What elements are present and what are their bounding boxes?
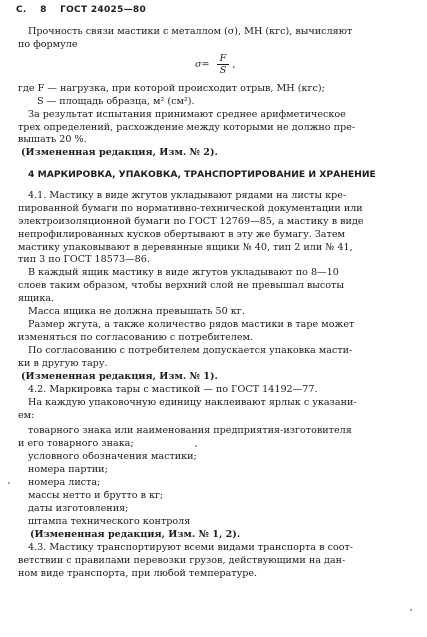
- text-line: по формуле: [18, 39, 78, 50]
- scan-speck: [410, 609, 412, 611]
- text-line: электроизоляционной бумаги по ГОСТ 12769—85, а мастику в виде: [18, 216, 364, 227]
- text-line: За результат испытания принимают среднее арифметическое: [28, 109, 346, 120]
- list-item: даты изготовления;: [28, 503, 129, 514]
- text-line: S — площадь образца, м² (см²).: [37, 96, 195, 107]
- formula-denominator: S: [219, 65, 227, 76]
- list-item: и его товарного знака;: [18, 438, 134, 449]
- text-line: Масса ящика не должна превышать 50 кг.: [28, 306, 245, 317]
- scan-speck: [8, 482, 10, 484]
- text-line: ветствии с правилами перевозки грузов, действующими на дан-: [18, 555, 346, 566]
- list-item: номера листа;: [28, 477, 101, 488]
- list-item: массы нетто и брутто в кг;: [28, 490, 164, 501]
- text-line: где F — нагрузка, при которой происходит отрыв, МН (кгс);: [18, 83, 325, 94]
- formula-numerator: F: [217, 53, 230, 65]
- formula-lhs: σ=: [195, 59, 210, 70]
- text-line: вышать 20 %.: [18, 134, 87, 145]
- text-line: 4.2. Маркировка тары с мастикой — по ГОСТ 14192—77.: [28, 384, 318, 395]
- formula-tail: ,: [232, 59, 236, 70]
- standard-code: ГОСТ 24025—80: [60, 5, 147, 15]
- text-line: тип 3 по ГОСТ 18573—86.: [18, 254, 150, 265]
- scan-speck: [195, 445, 197, 447]
- formula: [195, 53, 235, 76]
- text-line: ем:: [18, 410, 35, 421]
- revision-note: (Измененная редакция, Изм. № 1, 2).: [30, 529, 241, 540]
- text-line: ящика.: [18, 293, 55, 304]
- section-heading: 4 МАРКИРОВКА, УПАКОВКА, ТРАНСПОРТИРОВАНИЕ И ХРАНЕНИЕ: [28, 169, 376, 180]
- text-line: 4.1. Мастику в виде жгутов укладывают рядами на листы кре-: [28, 190, 347, 201]
- text-line: На каждую упаковочную единицу наклеивают ярлык с указани-: [28, 397, 357, 408]
- text-line: Размер жгута, а также количество рядов мастики в таре может: [28, 319, 355, 330]
- text-line: трех определений, расхождение между которыми не должно пре-: [18, 122, 356, 133]
- list-item: штампа технического контроля: [28, 516, 191, 527]
- page-number: 8: [40, 5, 47, 15]
- formula-fraction: [217, 53, 230, 76]
- text-line: изменяться по согласованию с потребителем.: [18, 332, 254, 343]
- text-line: мастику упаковывают в деревянные ящики № 40, тип 2 или № 41,: [18, 242, 353, 253]
- revision-note: (Измененная редакция, Изм. № 1).: [21, 371, 218, 382]
- text-line: В каждый ящик мастику в виде жгутов укладывают по 8—10: [28, 267, 339, 278]
- text-line: 4.3. Мастику транспортируют всеми видами транспорта в соот-: [28, 542, 354, 553]
- list-item: условного обозначения мастики;: [28, 451, 197, 462]
- list-item: товарного знака или наименования предприятия-изготовителя: [28, 425, 352, 436]
- header-prefix: С.: [16, 5, 27, 15]
- list-item: номера партии;: [28, 464, 108, 475]
- page-header: [16, 5, 156, 15]
- text-line: ном виде транспорта, при любой температуре.: [18, 568, 258, 579]
- text-line: непрофилированных кусков обертывают в эту же бумагу. Затем: [18, 229, 345, 240]
- text-line: Прочность связи мастики с металлом (σ), МН (кгс), вычисляют: [28, 26, 353, 37]
- text-line: пированной бумаги по нормативно-технической документации или: [18, 203, 363, 214]
- text-line: ки в другую тару.: [18, 358, 108, 369]
- text-line: По согласованию с потребителем допускается упаковка масти-: [28, 345, 353, 356]
- text-line: слоев таким образом, чтобы верхний слой не превышал высоты: [18, 280, 345, 291]
- revision-note: (Измененная редакция, Изм. № 2).: [21, 147, 218, 158]
